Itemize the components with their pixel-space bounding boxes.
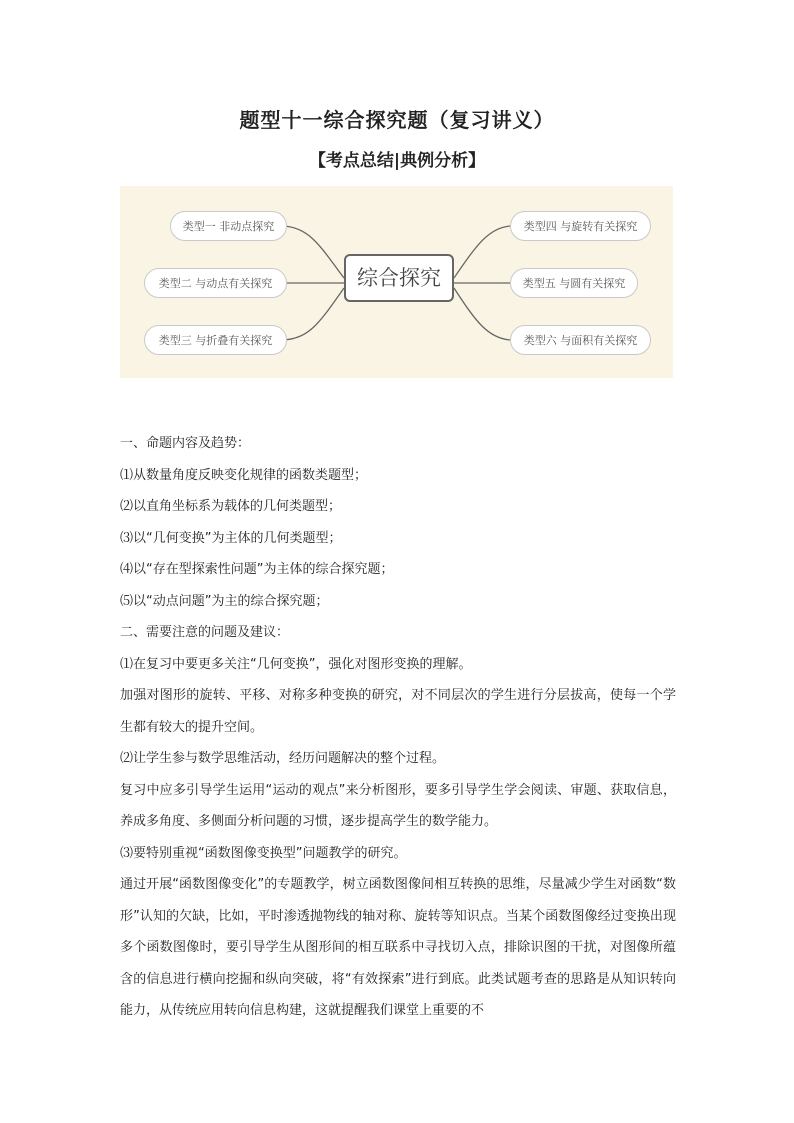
mind-map-node-type-6: 类型六 与面积有关探究	[510, 325, 651, 355]
suggestion-2-detail: 复习中应多引导学生运用“运动的观点”来分析图形，要多引导学生学会阅读、审题、获取信息，养成多角度、多侧面分析问题的习惯，逐步提高学生的数学能力。	[120, 782, 676, 829]
mind-map-node-type-2: 类型二 与动点有关探究	[144, 268, 287, 298]
connector-right-3	[454, 288, 510, 340]
document-body	[120, 428, 676, 1027]
section-1-item-3: ⑶以“几何变换”为主体的几何类题型；	[120, 530, 342, 546]
suggestion-3-detail: 通过开展“函数图像变化”的专题教学，树立函数图像间相互转换的思维，尽量减少学生对函数“数形”认知的欠缺，比如，平时渗透抛物线的轴对称、旋转等知识点。当某个函数图像经过变换出现多个函数图像时，要引导学生从图形间的相互联系中寻找切入点，排除识图的干扰，对图像所蕴含的信息进行横向挖掘和纵向突破，将“有效探索”进行到底。此类试题考查的思路是从知识转向能力，从传统应用转向信息构建，这就提醒我们课堂上重要的不	[120, 877, 676, 1018]
page-subtitle: 【考点总结|典例分析】	[308, 151, 486, 171]
section-1-item-5: ⑸以“动点问题”为主的综合探究题；	[120, 593, 329, 609]
mind-map-center-node: 综合探究	[344, 254, 454, 302]
mind-map-node-type-3: 类型三 与折叠有关探究	[144, 325, 287, 355]
mind-map-node-type-1: 类型一 非动点探究	[170, 211, 287, 241]
connector-right-1	[454, 226, 510, 278]
section-1-heading: 一、命题内容及趋势：	[120, 436, 251, 451]
suggestion-2: ⑵让学生参与数学思维活动，经历问题解决的整个过程。	[120, 751, 446, 766]
section-2-heading: 二、需要注意的问题及建议：	[120, 625, 290, 640]
mind-map-node-type-4: 类型四 与旋转有关探究	[510, 211, 651, 241]
connector-left-1	[284, 226, 344, 278]
section-1-item-4: ⑷以“存在型探索性问题”为主体的综合探究题；	[120, 562, 394, 577]
suggestion-1-detail: 加强对图形的旋转、平移、对称多种变换的研究，对不同层次的学生进行分层拔高，使每一个学生都有较大的提升空间。	[120, 688, 676, 735]
section-1-item-1: ⑴从数量角度反映变化规律的函数类题型；	[120, 467, 368, 483]
mind-map	[120, 186, 673, 378]
section-1-item-2: ⑵以直角坐标系为载体的几何类题型；	[120, 499, 342, 514]
mind-map-node-type-5: 类型五 与圆有关探究	[510, 268, 638, 298]
suggestion-1: ⑴在复习中要更多关注“几何变换”，强化对图形变换的理解。	[120, 656, 472, 672]
page-title: 题型十一综合探究题（复习讲义）	[239, 108, 555, 132]
suggestion-3: ⑶要特别重视“函数图像变换型”问题教学的研究。	[120, 845, 407, 861]
connector-left-3	[284, 288, 344, 340]
